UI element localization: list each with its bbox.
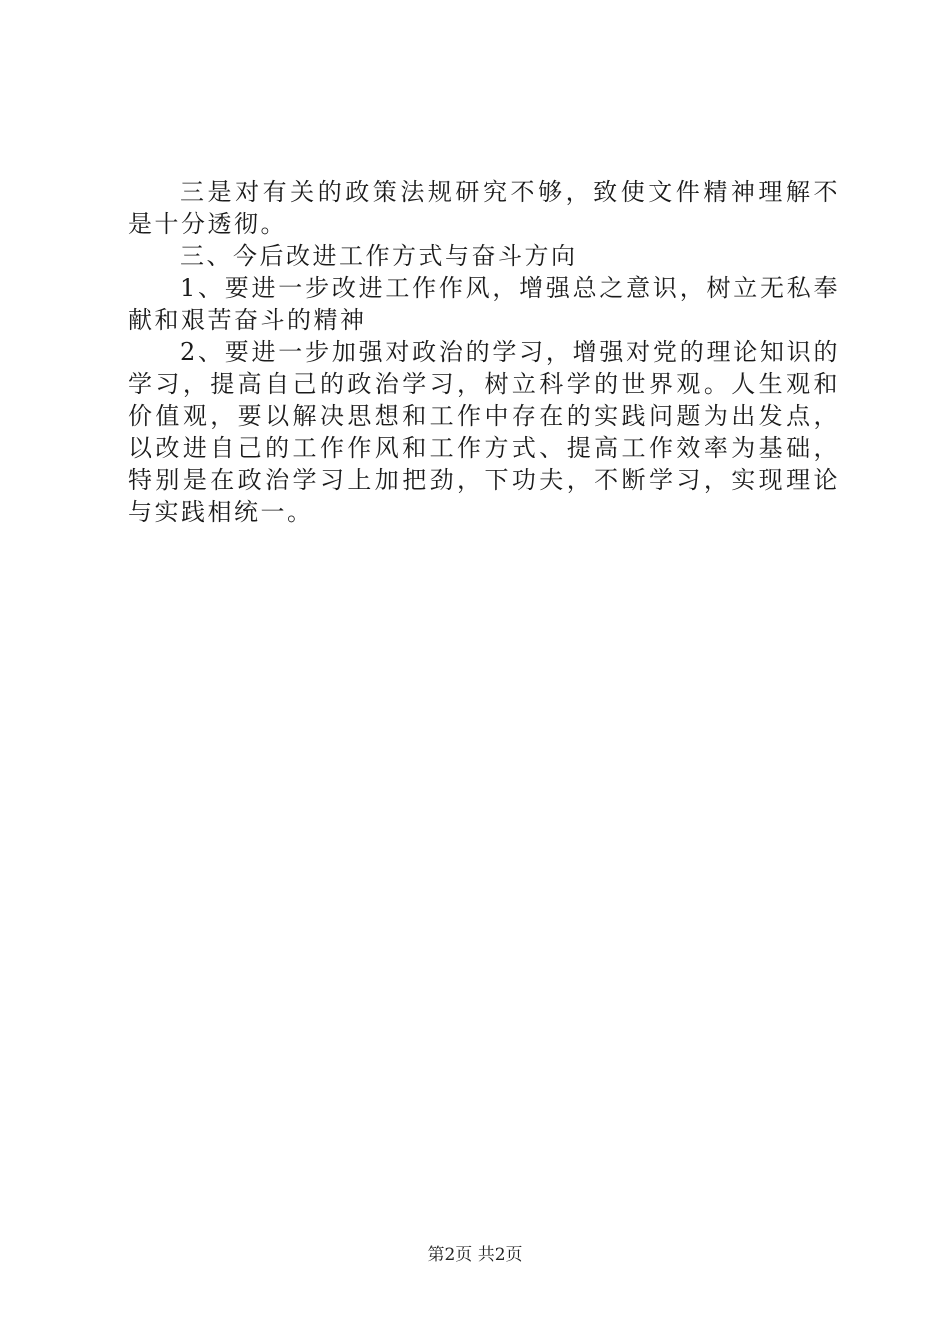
- document-body: [128, 176, 840, 528]
- page-footer: 第2页 共2页: [427, 1245, 523, 1265]
- paragraph-item-1: 1、要进一步改进工作作风，增强总之意识，树立无私奉献和艰苦奋斗的精神: [128, 274, 840, 334]
- section-heading-improvement: 三、今后改进工作方式与奋斗方向: [180, 242, 578, 270]
- paragraph-policy-research: 三是对有关的政策法规研究不够，致使文件精神理解不是十分透彻。: [128, 178, 840, 238]
- paragraph-item-2: 2、要进一步加强对政治的学习，增强对党的理论知识的学习，提高自己的政治学习，树立科学的世界观。人生观和价值观，要以解决思想和工作中存在的实践问题为出发点，以改进自己的工作作风和工作方式、提高工作效率为基础，特别是在政治学习上加把劲，下功夫，不断学习，实现理论与实践相统一。: [128, 338, 840, 526]
